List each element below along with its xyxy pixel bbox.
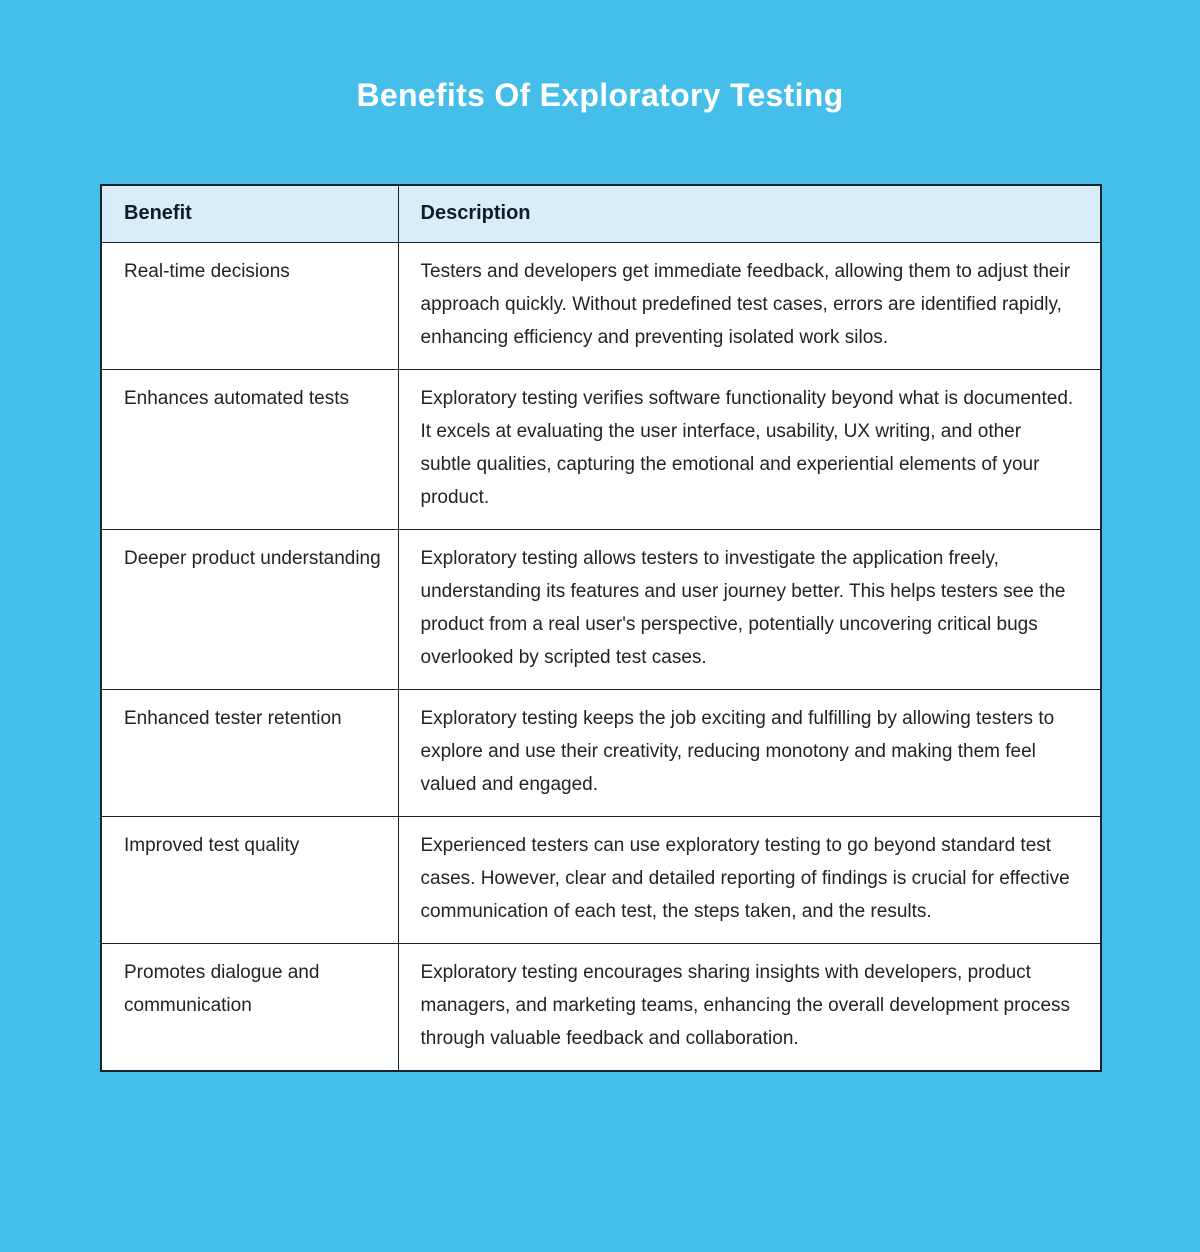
benefit-cell: Promotes dialogue and communication bbox=[101, 944, 398, 1072]
description-cell: Exploratory testing verifies software functionality beyond what is documented. It excels at evaluating the user interface, usability, UX writing, and other subtle qualities, capturing the emotional and experiential elements of your product. bbox=[398, 370, 1101, 530]
table-row bbox=[101, 690, 1101, 817]
description-cell: Testers and developers get immediate feedback, allowing them to adjust their approach quickly. Without predefined test cases, errors are identified rapidly, enhancing efficiency and preventing isolated work silos. bbox=[398, 243, 1101, 370]
table-row bbox=[101, 530, 1101, 690]
benefit-cell: Improved test quality bbox=[101, 817, 398, 944]
description-cell: Experienced testers can use exploratory testing to go beyond standard test cases. However, clear and detailed reporting of findings is crucial for effective communication of each test, the steps taken, and the results. bbox=[398, 817, 1101, 944]
description-cell: Exploratory testing keeps the job exciting and fulfilling by allowing testers to explore and use their creativity, reducing monotony and making them feel valued and engaged. bbox=[398, 690, 1101, 817]
benefit-cell: Real-time decisions bbox=[101, 243, 398, 370]
table-row bbox=[101, 243, 1101, 370]
description-cell: Exploratory testing encourages sharing insights with developers, product managers, and marketing teams, enhancing the overall development process through valuable feedback and collaboration. bbox=[398, 944, 1101, 1072]
table-row bbox=[101, 817, 1101, 944]
benefit-cell: Deeper product understanding bbox=[101, 530, 398, 690]
page-title: Benefits Of Exploratory Testing bbox=[356, 77, 844, 113]
benefits-table bbox=[100, 184, 1102, 1072]
benefits-table-container bbox=[100, 184, 1100, 1072]
header-description: Description bbox=[398, 185, 1101, 243]
table-row bbox=[101, 370, 1101, 530]
benefit-cell: Enhanced tester retention bbox=[101, 690, 398, 817]
description-cell: Exploratory testing allows testers to investigate the application freely, understanding its features and user journey better. This helps testers see the product from a real user's perspective, potentially uncovering critical bugs overlooked by scripted test cases. bbox=[398, 530, 1101, 690]
header-benefit: Benefit bbox=[101, 185, 398, 243]
table-row bbox=[101, 944, 1101, 1072]
benefit-cell: Enhances automated tests bbox=[101, 370, 398, 530]
table-header-row bbox=[101, 185, 1101, 243]
